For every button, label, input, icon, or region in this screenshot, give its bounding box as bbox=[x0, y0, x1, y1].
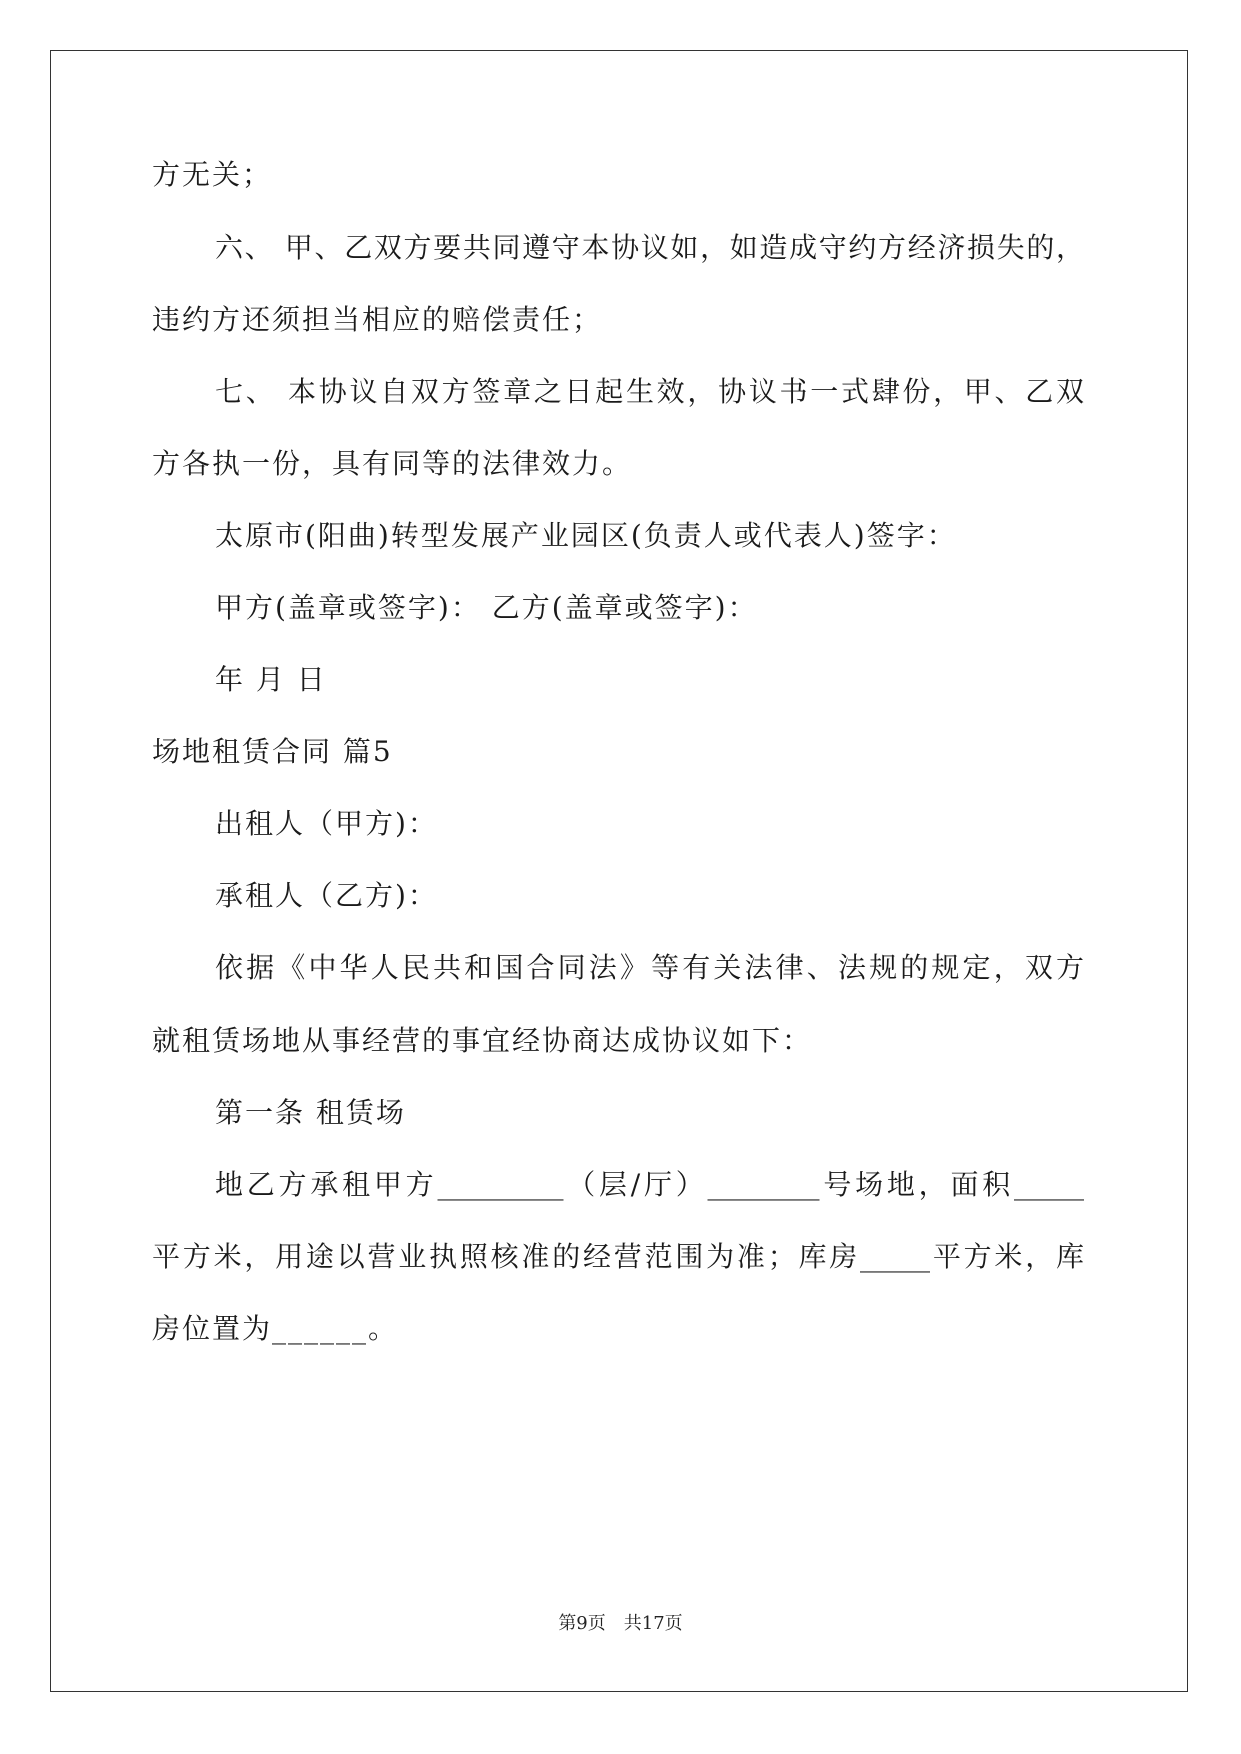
clause-seven-line: 七、 本协议自双方签章之日起生效，协议书一式肆份，甲、乙双 bbox=[215, 375, 1084, 408]
signature-line: 太原市(阳曲)转型发展产业园区(负责人或代表人)签字： bbox=[215, 519, 957, 552]
paragraph-line: 地乙方承租甲方_________（层/厅）________号场地，面积_____ bbox=[215, 1168, 1084, 1201]
lessee-line: 承租人（乙方)： bbox=[215, 879, 438, 912]
page-number: 第9页 共17页 bbox=[558, 1613, 683, 1634]
paragraph-line: 房位置为______。 bbox=[152, 1312, 399, 1345]
paragraph-line: 就租赁场地从事经营的事宜经协商达成协议如下： bbox=[152, 1024, 813, 1057]
date-line: 年 月 日 bbox=[215, 663, 327, 696]
paragraph-line: 依据《中华人民共和国合同法》等有关法律、法规的规定，双方 bbox=[215, 951, 1084, 984]
page-border bbox=[50, 50, 1188, 1692]
article-heading: 第一条 租赁场 bbox=[215, 1096, 406, 1129]
clause-six-line: 六、 甲、乙双方要共同遵守本协议如，如造成守约方经济损失的， bbox=[215, 231, 1084, 264]
paragraph-line: 平方米，用途以营业执照核准的经营范围为准；库房_____平方米，库 bbox=[152, 1240, 1084, 1273]
paragraph-line: 违约方还须担当相应的赔偿责任； bbox=[152, 303, 603, 336]
section-heading: 场地租赁合同 篇5 bbox=[152, 735, 393, 768]
lessor-line: 出租人（甲方)： bbox=[215, 807, 438, 840]
party-signature-line: 甲方(盖章或签字)： 乙方(盖章或签字)： bbox=[215, 591, 758, 624]
paragraph-line: 方无关； bbox=[152, 158, 273, 191]
paragraph-line: 方各执一份，具有同等的法律效力。 bbox=[152, 447, 633, 480]
